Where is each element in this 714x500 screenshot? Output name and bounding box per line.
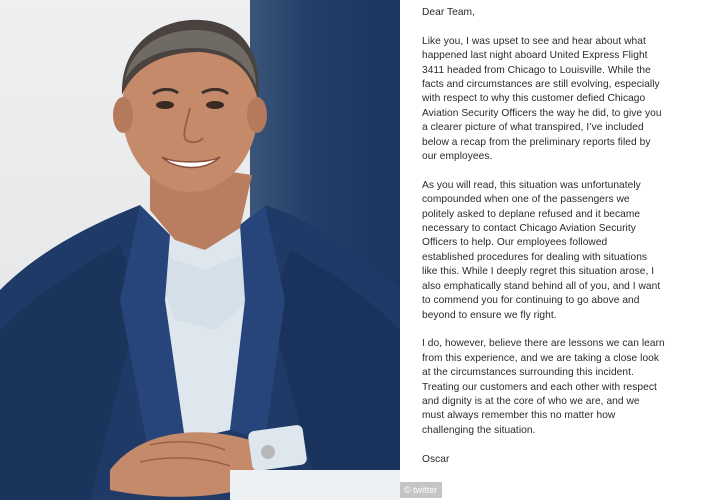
letter-line: Aviation Security Officers the way he did, to give you xyxy=(422,107,662,119)
paragraph-spacer xyxy=(422,323,712,337)
letter-line: happened last night aboard United Express Flight xyxy=(422,50,648,62)
letter-line: established procedures for dealing with situations xyxy=(422,251,648,263)
letter-line: Treating our customers and each other with respect xyxy=(422,381,657,393)
letter-body xyxy=(422,6,712,467)
letter-signature: Oscar xyxy=(422,453,450,465)
letter-line: must always remember this no matter how xyxy=(422,410,616,422)
letter-line: below a recap from the preliminary reports filed by xyxy=(422,136,651,148)
letter-line: I do, however, believe there are lessons we can learn xyxy=(422,338,665,350)
letter-line: at the circumstances surrounding this incident. xyxy=(422,367,634,379)
letter-line: a clearer picture of what transpired, I’ve included xyxy=(422,122,644,134)
letter-line: with respect to why this customer defied Chicago xyxy=(422,93,646,105)
letter-line: politely asked to deplane refused and it became xyxy=(422,208,641,220)
letter-line: beyond to ensure we fly right. xyxy=(422,309,557,321)
letter-line: our employees. xyxy=(422,151,493,163)
letter-line: Officers to help. Our employees followed xyxy=(422,237,608,249)
letter-line: facts and circumstances are still evolving, especially xyxy=(422,79,660,91)
letter-panel xyxy=(400,0,714,500)
letter-line: compounded when one of the passengers we xyxy=(422,194,630,206)
letter-line: to commend you for continuing to go above and xyxy=(422,295,640,307)
letter-line: and dignity is at the core of who we are, and we xyxy=(422,395,640,407)
letter-line: necessary to contact Chicago Aviation Security xyxy=(422,223,636,235)
letter-line: As you will read, this situation was unfortunately xyxy=(422,179,641,191)
letter-line: 3411 headed from Chicago to Louisville. While the xyxy=(422,64,651,76)
letter-line: from this experience, and we are taking a close look xyxy=(422,352,660,364)
letter-line: challenging the situation. xyxy=(422,424,536,436)
letter-line: also emphatically stand behind all of you, and I want xyxy=(422,280,661,292)
paragraph-spacer xyxy=(422,438,712,452)
paragraph-spacer xyxy=(422,164,712,178)
letter-greeting: Dear Team, xyxy=(422,7,475,18)
letter-line: Like you, I was upset to see and hear about what xyxy=(422,35,646,47)
image-credit: © twitter xyxy=(400,482,442,498)
letter-line: like this. While I deeply regret this situation arose, I xyxy=(422,266,655,278)
